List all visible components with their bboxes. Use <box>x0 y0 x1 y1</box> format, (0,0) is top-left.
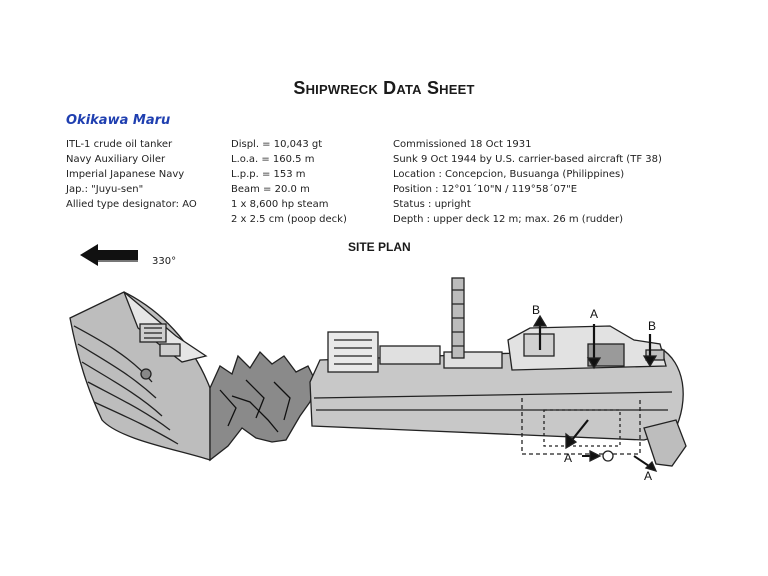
page-title: Shipwreck Data Sheet <box>293 78 475 98</box>
specs-column-history <box>393 137 662 227</box>
site-plan-heading: SITE PLAN <box>348 240 411 254</box>
marker-a-label: A <box>643 469 653 483</box>
ship-name: Okikawa Maru <box>66 113 171 128</box>
spec-line: Position : 12°01´10"N / 119°58´07"E <box>393 184 578 195</box>
spec-line: Beam = 20.0 m <box>231 184 310 195</box>
spec-line: Allied type designator: AO <box>66 199 197 210</box>
spec-line: Status : upright <box>393 199 471 210</box>
spec-line: Depth : upper deck 12 m; max. 26 m (rudder) <box>393 214 623 225</box>
arrow-left-icon <box>80 244 140 266</box>
spec-line: Location : Concepcion, Busuanga (Philippines) <box>393 169 625 180</box>
specs-column-type <box>66 137 197 212</box>
spec-line: Jap.: "Juyu-sen" <box>66 184 144 195</box>
marker-a-label: A <box>563 451 573 465</box>
marker-a-label: A <box>589 307 599 321</box>
spec-line: 1 x 8,600 hp steam <box>231 199 329 210</box>
spec-line: Displ. = 10,043 gt <box>231 139 323 150</box>
marker-b-label: B <box>647 319 657 333</box>
marker-b-label: B <box>531 303 541 317</box>
spec-line: Commissioned 18 Oct 1931 <box>393 139 532 150</box>
heading-degrees: 330° <box>152 256 177 267</box>
spec-line: Imperial Japanese Navy <box>66 169 185 180</box>
spec-line: 2 x 2.5 cm (poop deck) <box>231 214 347 225</box>
wreck-site-plan-drawing <box>60 270 700 490</box>
spec-line: Sunk 9 Oct 1944 by U.S. carrier-based aircraft (TF 38) <box>393 154 662 165</box>
spec-line: ITL-1 crude oil tanker <box>66 139 173 150</box>
spec-line: L.p.p. = 153 m <box>231 169 306 180</box>
specs-column-dimensions <box>231 137 347 227</box>
spec-line: Navy Auxiliary Oiler <box>66 154 166 165</box>
spec-line: L.o.a. = 160.5 m <box>231 154 315 165</box>
